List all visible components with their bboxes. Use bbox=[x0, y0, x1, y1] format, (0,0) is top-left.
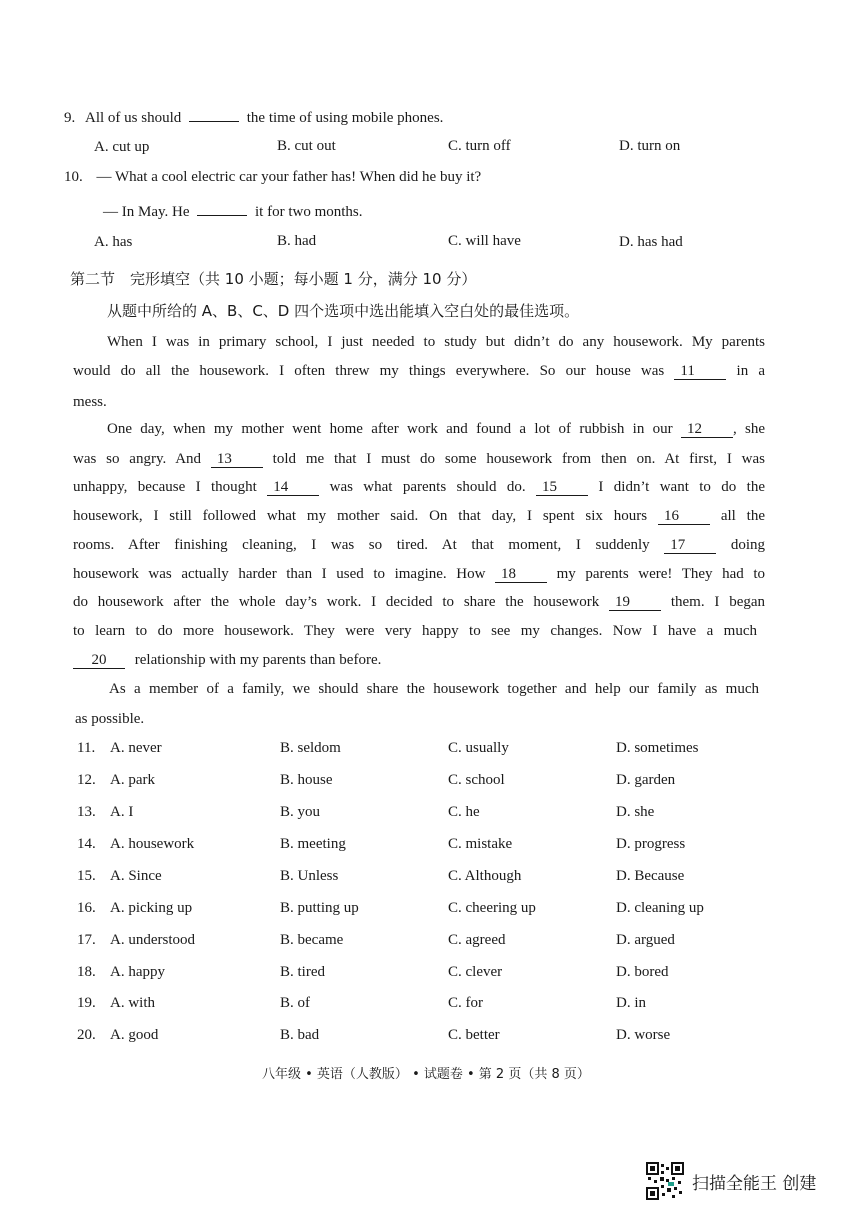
stem-text: — In May. He bbox=[103, 204, 190, 220]
option-d: D. cleaning up bbox=[616, 900, 704, 916]
q9-option-a: A. cut up bbox=[94, 139, 150, 155]
stem-text: it for two months. bbox=[255, 204, 363, 220]
option-b: B. meeting bbox=[280, 836, 346, 852]
option-d: D. sometimes bbox=[616, 740, 699, 756]
passage-line: As a member of a family, we should share the housework together and help our family as much bbox=[109, 681, 759, 697]
q9-option-b: B. cut out bbox=[277, 138, 336, 154]
q9-option-c: C. turn off bbox=[448, 138, 511, 154]
q10-option-d: D. has had bbox=[619, 234, 683, 250]
question-number: 13. bbox=[77, 804, 96, 820]
section-title: 第二节 完形填空（共 10 小题；每小题 1 分，满分 10 分） bbox=[70, 270, 477, 288]
stem-text: the time of using mobile phones. bbox=[246, 110, 444, 126]
question-10-response bbox=[103, 201, 363, 221]
option-c: C. agreed bbox=[448, 932, 506, 948]
passage-line: was so angry. And 13 told me that I must do some housework from then on. At first, I was bbox=[73, 451, 765, 467]
watermark-text: 扫描全能王 创建 bbox=[692, 1174, 817, 1194]
blank-12: 12 bbox=[681, 421, 733, 438]
question-number: 19. bbox=[77, 995, 96, 1011]
question-number: 12. bbox=[77, 772, 96, 788]
question-9-stem bbox=[64, 107, 443, 127]
qr-code-icon bbox=[646, 1162, 684, 1200]
option-b: B. bad bbox=[280, 1027, 320, 1043]
q10-option-a: A. has bbox=[94, 234, 133, 250]
section-instruction: 从题中所给的 A、B、C、D 四个选项中选出能填入空白处的最佳选项。 bbox=[107, 302, 580, 320]
blank-14: 14 bbox=[267, 479, 319, 496]
option-c: C. usually bbox=[448, 740, 509, 756]
question-number: 9. bbox=[64, 110, 76, 126]
option-d: D. bored bbox=[616, 964, 669, 980]
option-a: A. park bbox=[110, 772, 155, 788]
passage-line: would do all the housework. I often threw my things everywhere. So our house was 11 in a bbox=[73, 363, 766, 379]
question-number: 17. bbox=[77, 932, 96, 948]
option-d: D. progress bbox=[616, 836, 686, 852]
answer-blank bbox=[197, 201, 247, 216]
question-number: 18. bbox=[77, 964, 96, 980]
option-a: A. Since bbox=[110, 868, 162, 884]
q9-option-d: D. turn on bbox=[619, 138, 681, 154]
option-d: D. garden bbox=[616, 772, 676, 788]
option-d: D. Because bbox=[616, 868, 685, 884]
option-b: B. house bbox=[280, 772, 333, 788]
blank-16: 16 bbox=[658, 508, 710, 525]
option-a: A. happy bbox=[110, 964, 165, 980]
answer-blank bbox=[189, 107, 239, 122]
option-b: B. became bbox=[280, 932, 344, 948]
option-c: C. he bbox=[448, 804, 480, 820]
passage-line: as possible. bbox=[75, 711, 145, 727]
blank-19: 19 bbox=[609, 594, 661, 611]
question-number: 10. bbox=[64, 169, 83, 185]
question-number: 11. bbox=[77, 740, 96, 756]
option-b: B. you bbox=[280, 804, 321, 820]
option-c: C. better bbox=[448, 1027, 500, 1043]
passage-line: housework, I still followed what my mother said. On that day, I spent six hours 16 all the bbox=[73, 508, 766, 524]
passage-line: housework was actually harder than I used to imagine. How 18 my parents were! They had to bbox=[73, 566, 766, 582]
passage-line: 20 relationship with my parents than before. bbox=[73, 652, 765, 669]
option-a: A. I bbox=[110, 804, 134, 820]
option-b: B. tired bbox=[280, 964, 325, 980]
option-d: D. she bbox=[616, 804, 655, 820]
option-a: A. picking up bbox=[110, 900, 193, 916]
q10-option-b: B. had bbox=[277, 233, 317, 249]
option-d: D. in bbox=[616, 995, 646, 1011]
option-a: A. good bbox=[110, 1027, 159, 1043]
stem-text: All of us should bbox=[85, 110, 182, 126]
page-footer: 八年级 • 英语（人教版） • 试题卷 • 第 2 页（共 8 页） bbox=[262, 1067, 590, 1082]
option-b: B. Unless bbox=[280, 868, 339, 884]
question-number: 14. bbox=[77, 836, 96, 852]
blank-20: 20 bbox=[73, 652, 125, 669]
option-c: C. Although bbox=[448, 868, 522, 884]
passage-line: When I was in primary school, I just needed to study but didn’t do any housework. My parents bbox=[107, 334, 765, 350]
option-c: C. for bbox=[448, 995, 483, 1011]
blank-18: 18 bbox=[495, 566, 547, 583]
option-c: C. mistake bbox=[448, 836, 513, 852]
option-c: C. cheering up bbox=[448, 900, 536, 916]
option-a: A. never bbox=[110, 740, 162, 756]
passage-line: rooms. After finishing cleaning, I was so tired. At that moment, I suddenly 17 doing bbox=[73, 537, 765, 553]
question-number: 15. bbox=[77, 868, 96, 884]
question-number: 20. bbox=[77, 1027, 96, 1043]
blank-17: 17 bbox=[664, 537, 716, 554]
option-b: B. of bbox=[280, 995, 310, 1011]
passage-line: One day, when my mother went home after work and found a lot of rubbish in our 12 , she bbox=[107, 421, 766, 437]
blank-15: 15 bbox=[536, 479, 588, 496]
question-number: 16. bbox=[77, 900, 96, 916]
passage-line: do housework after the whole day’s work. I decided to share the housework 19 them. I began bbox=[73, 594, 766, 610]
option-d: D. worse bbox=[616, 1027, 671, 1043]
blank-13: 13 bbox=[211, 451, 263, 468]
question-10-stem bbox=[64, 169, 481, 186]
passage-line: unhappy, because I thought 14 was what parents should do. 15 I didn’t want to do the bbox=[73, 479, 765, 495]
option-c: C. school bbox=[448, 772, 505, 788]
option-c: C. clever bbox=[448, 964, 503, 980]
option-b: B. seldom bbox=[280, 740, 341, 756]
passage-line: mess. bbox=[73, 394, 107, 410]
passage-line: to learn to do more housework. They were very happy to see my changes. Now I have a much bbox=[73, 623, 757, 639]
option-b: B. putting up bbox=[280, 900, 359, 916]
q10-option-c: C. will have bbox=[448, 233, 521, 249]
option-a: A. with bbox=[110, 995, 155, 1011]
blank-11: 11 bbox=[674, 363, 726, 380]
option-a: A. understood bbox=[110, 932, 195, 948]
option-d: D. argued bbox=[616, 932, 675, 948]
option-a: A. housework bbox=[110, 836, 195, 852]
stem-text: — What a cool electric car your father has! When did he buy it? bbox=[96, 169, 482, 185]
